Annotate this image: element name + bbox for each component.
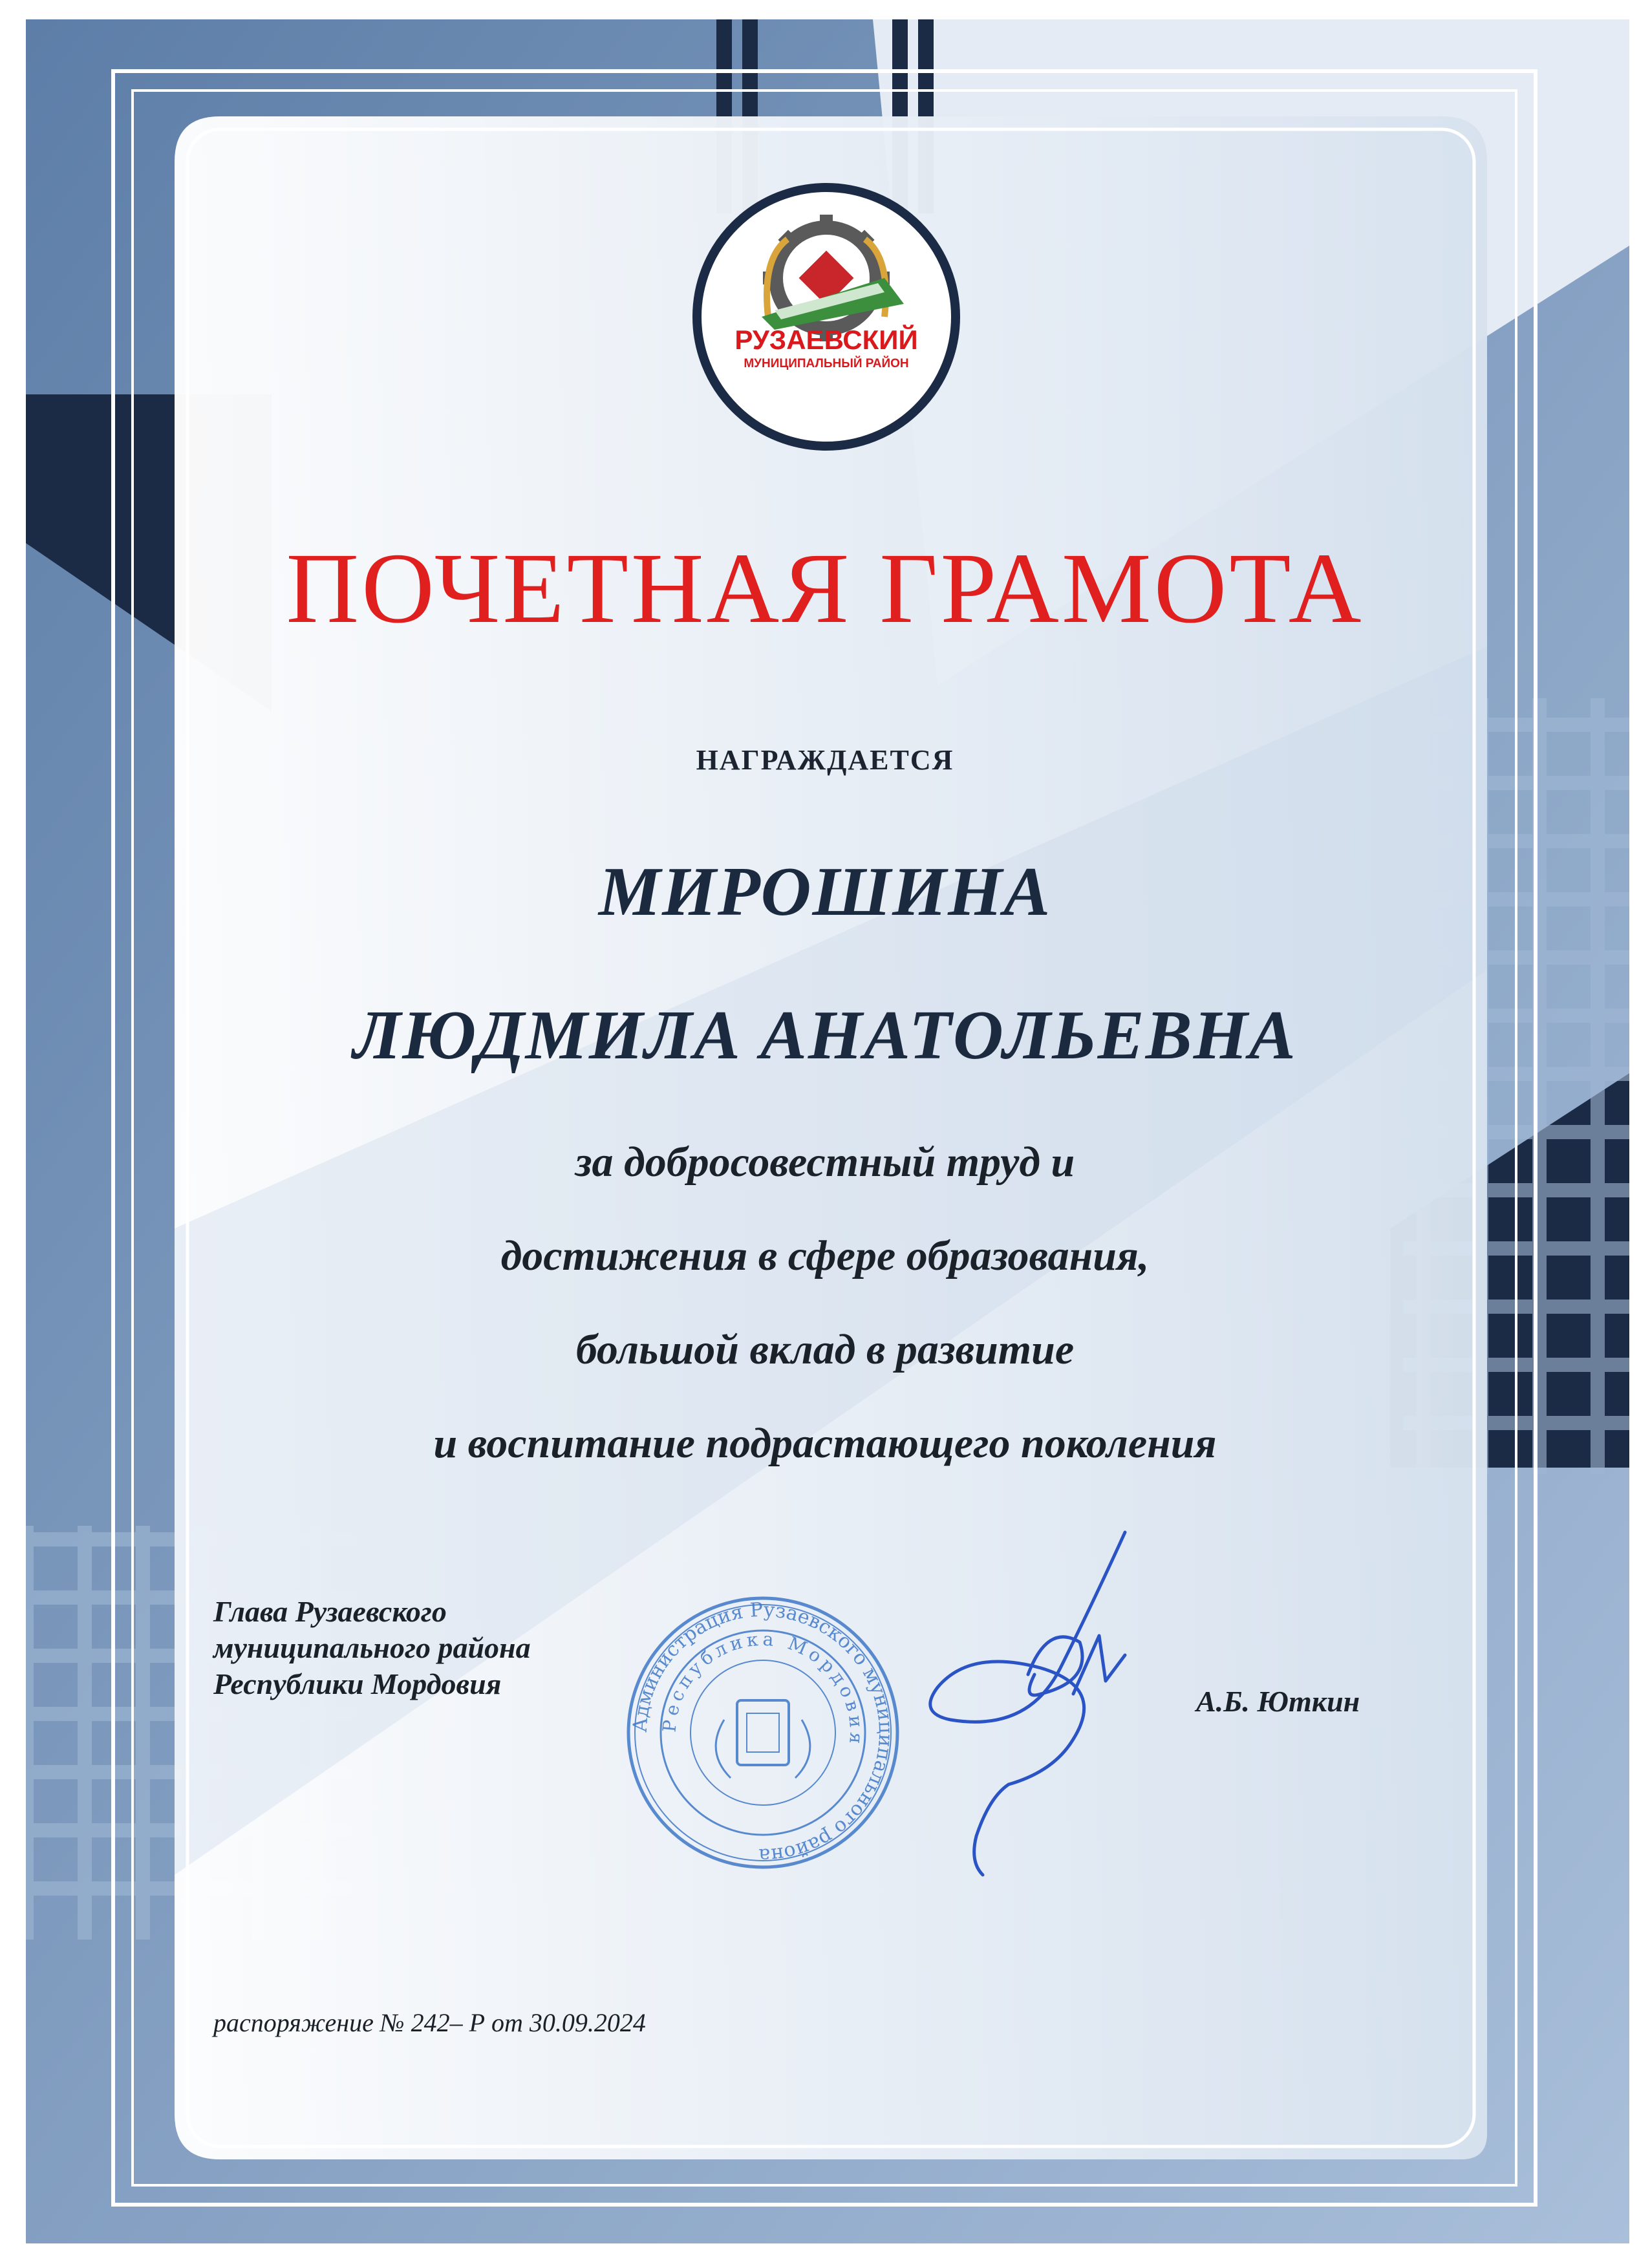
handwritten-signature	[912, 1526, 1183, 1888]
signatory-position	[213, 1594, 531, 1702]
district-logo	[691, 181, 962, 453]
signature-icon	[912, 1526, 1183, 1888]
reason-line: и воспитание подрастающего поколения	[433, 1420, 1217, 1467]
recipient-given-names: ЛЮДМИЛА АНАТОЛЬЕВНА	[353, 997, 1297, 1074]
certificate-title: ПОЧЕТНАЯ ГРАМОТА	[286, 532, 1364, 644]
awarded-label: НАГРАЖДАЕТСЯ	[696, 744, 954, 776]
reason-line: достижения в сфере образования,	[500, 1232, 1150, 1279]
logo-title: РУЗАЕВСКИЙ	[734, 325, 918, 355]
signatory-position-line: Республики Мордовия	[213, 1667, 502, 1700]
order-reference: распоряжение № 242– Р от 30.09.2024	[213, 2008, 646, 2037]
gear-train-emblem-icon	[691, 181, 962, 453]
stamp-outer-text: Администрация Рузаевского муниципального района	[628, 1598, 897, 1867]
recipient-surname: МИРОШИНА	[598, 853, 1052, 930]
reason-line: большой вклад в развитие	[575, 1326, 1075, 1373]
signatory-position-line: муниципального района	[213, 1631, 531, 1664]
signatory-position-line: Глава Рузаевского	[213, 1595, 447, 1628]
stamp-inner-text: Республика Мордовия	[658, 1628, 868, 1749]
logo-subtitle: МУНИЦИПАЛЬНЫЙ РАЙОН	[744, 357, 909, 370]
official-stamp	[621, 1590, 905, 1875]
signatory-name: А.Б. Юткин	[1196, 1685, 1360, 1718]
stamp-seal-icon	[621, 1590, 905, 1875]
reason-line: за добросовестный труд и	[575, 1139, 1075, 1186]
